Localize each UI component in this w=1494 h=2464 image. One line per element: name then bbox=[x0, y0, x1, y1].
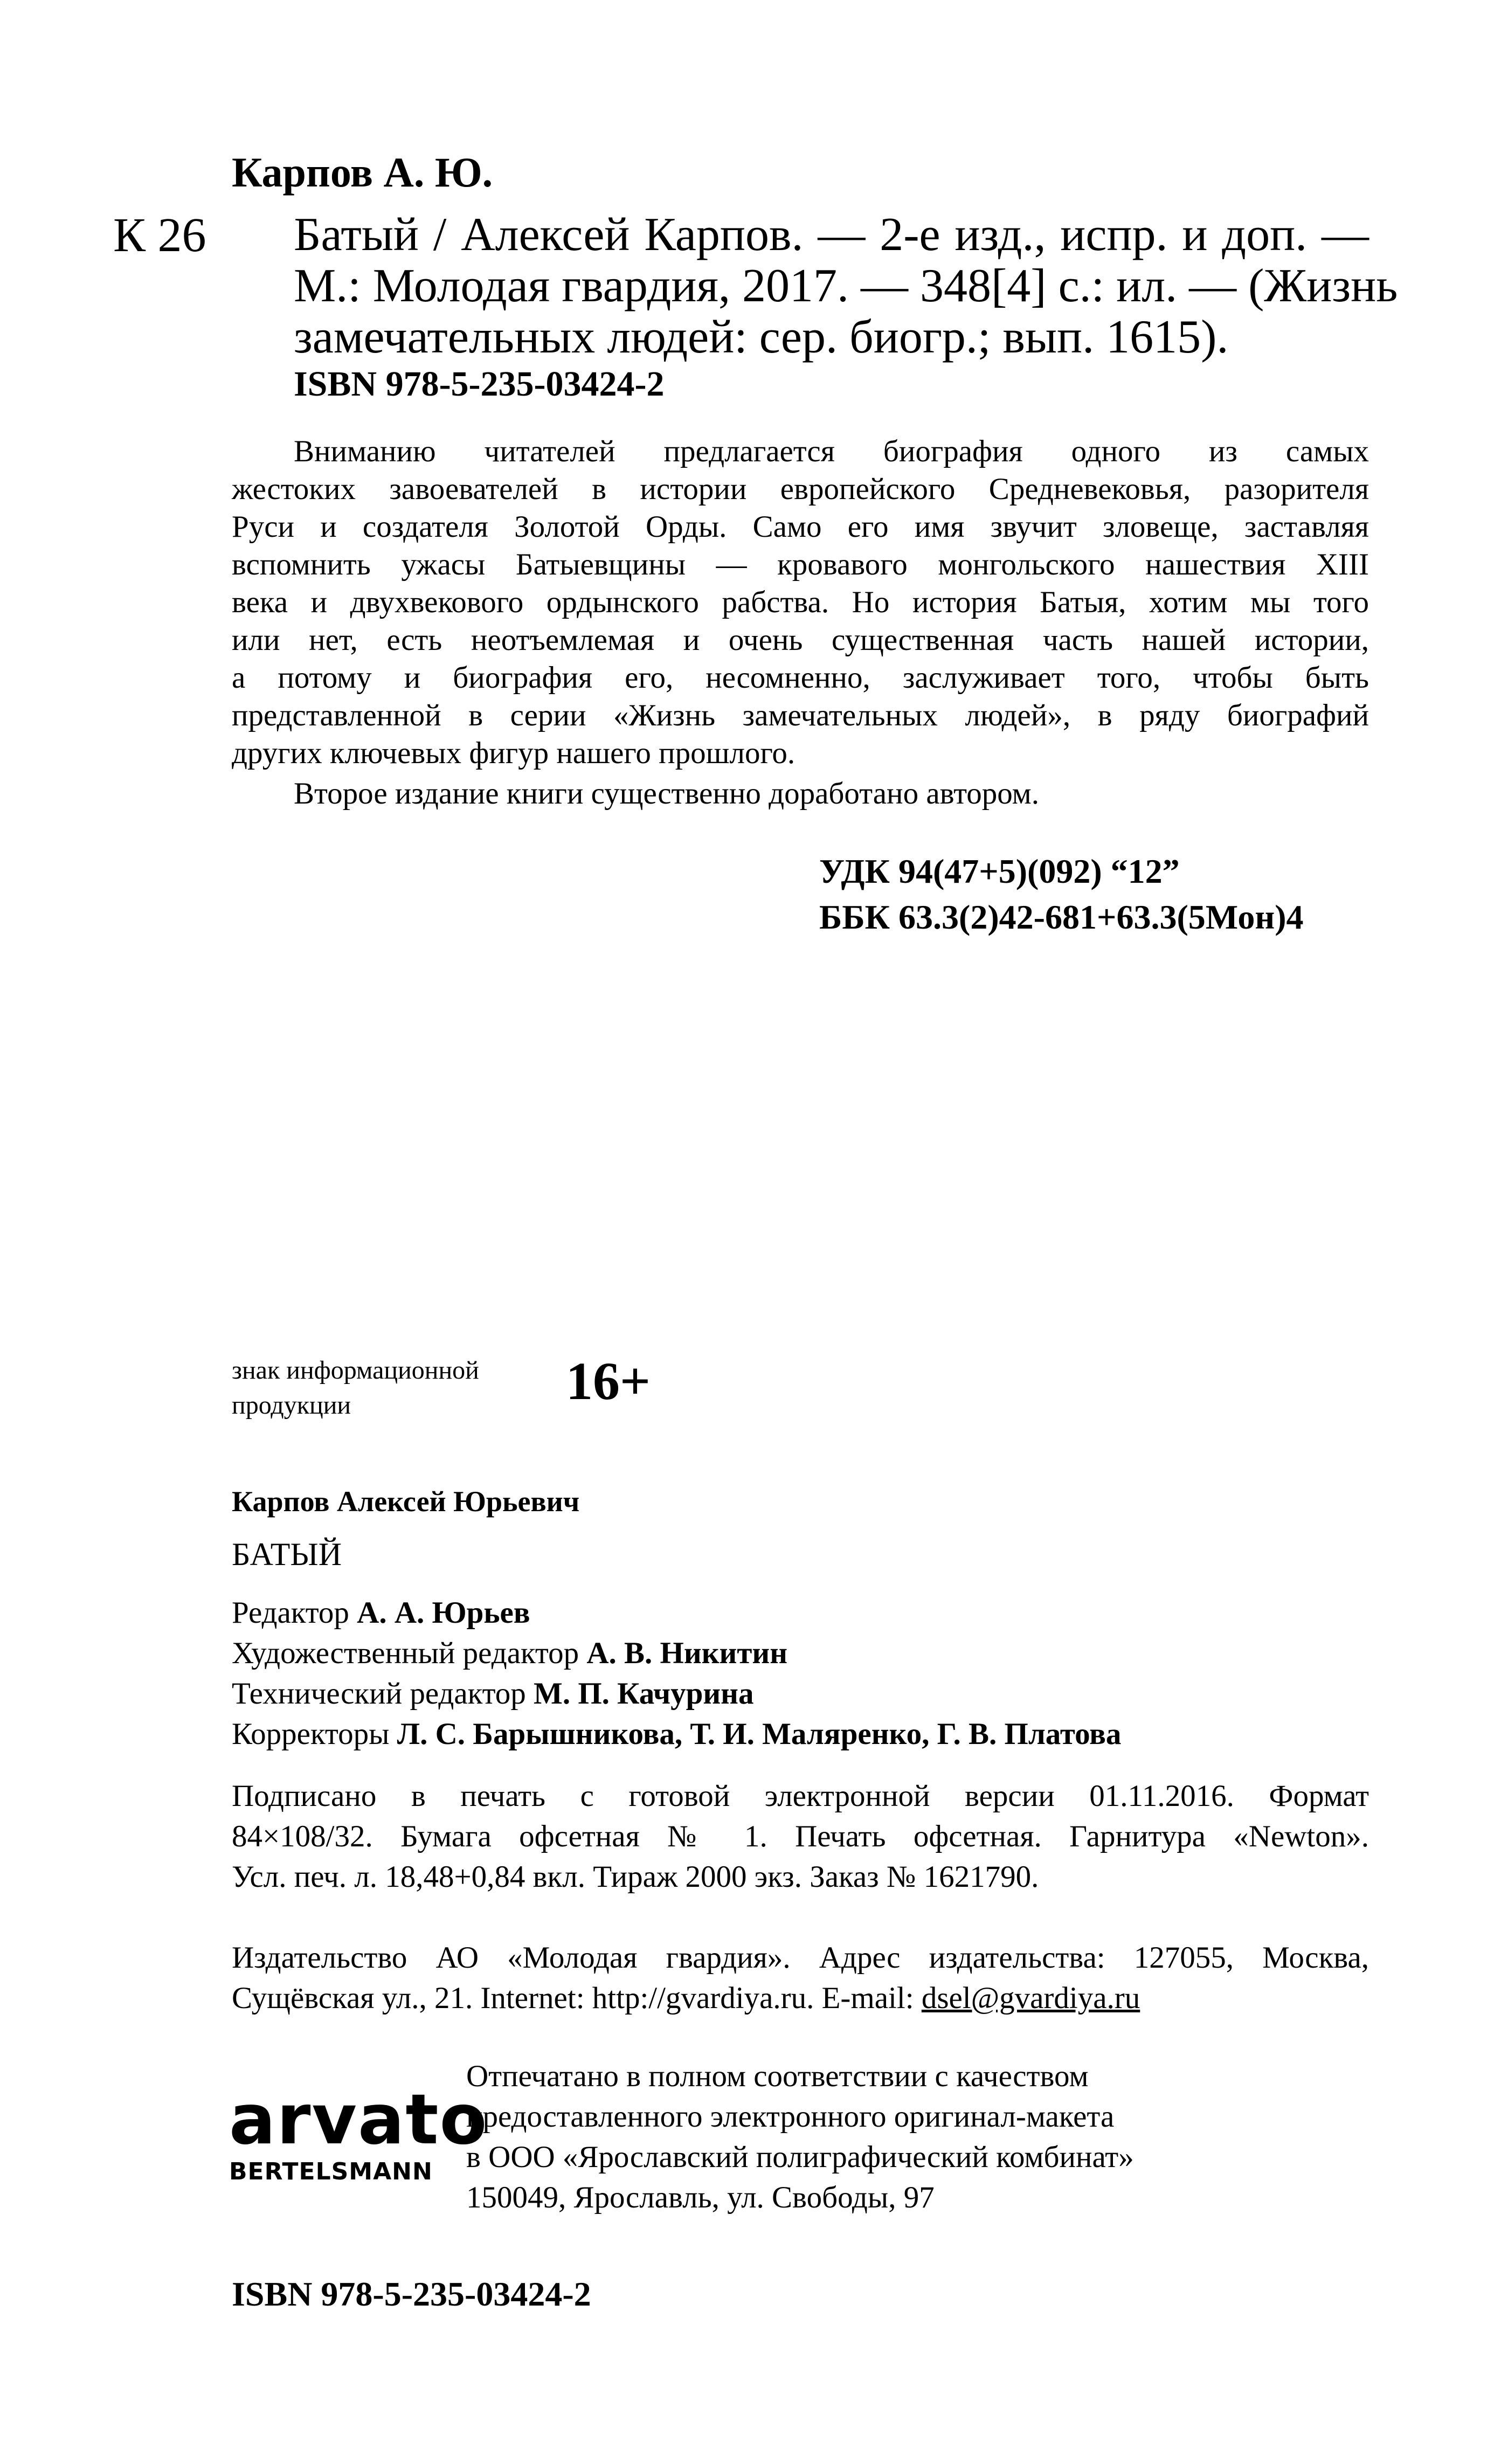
printer-line: 150049, Ярославль, ул. Свободы, 97 bbox=[466, 2181, 935, 2214]
annotation-line: других ключевых фигур нашего прошлого. bbox=[232, 736, 796, 770]
annotation-last-line: Второе издание книги существенно доработано автором. bbox=[294, 777, 1040, 811]
annotation-line: века и двухвекового ордынского рабства. Но история Батыя, хотим мы того bbox=[232, 585, 1369, 619]
publisher-contacts-text: Сущёвская ул., 21. Internet: http://gvardiya.ru. E-mail: bbox=[232, 1981, 922, 2015]
bib-line: замечательных людей: сер. биогр.; вып. 1615). bbox=[294, 311, 1229, 363]
annotation-line: или нет, есть неотъемлемая и очень существенная часть нашей истории, bbox=[232, 623, 1369, 657]
author-heading: Карпов А. Ю. bbox=[232, 149, 493, 196]
credit-names: Л. С. Барышникова, Т. И. Маляренко, Г. В. Платова bbox=[397, 1717, 1122, 1751]
credit-proofreaders bbox=[232, 1717, 1121, 1752]
annotation-line: жестоких завоевателей в истории европейского Средневековья, разорителя bbox=[232, 472, 1369, 506]
age-rating-label: знак информационной bbox=[232, 1356, 479, 1385]
credit-names: А. В. Никитин bbox=[586, 1636, 788, 1670]
annotation-line: вспомнить ужасы Батыевщины — кровавого монгольского нашествия XIII bbox=[232, 548, 1369, 582]
isbn-bottom: ISBN 978-5-235-03424-2 bbox=[232, 2275, 591, 2313]
bbk-code: ББК 63.3(2)42-681+63.3(5Мон)4 bbox=[819, 898, 1304, 936]
full-author-name: Карпов Алексей Юрьевич bbox=[232, 1485, 580, 1518]
credit-role: Корректоры bbox=[232, 1717, 397, 1751]
print-info-line: 84×108/32. Бумага офсетная № 1. Печать офсетная. Гарнитура «Newton». bbox=[232, 1819, 1369, 1853]
age-rating-value: 16+ bbox=[566, 1351, 651, 1411]
publisher-contacts bbox=[232, 1981, 1140, 2016]
bertelsmann-logo-word: BERTELSMANN bbox=[229, 2158, 433, 2185]
credit-names: А. А. Юрьев bbox=[357, 1596, 530, 1630]
arvato-logo-word: arvato bbox=[229, 2080, 488, 2160]
credit-role: Художественный редактор bbox=[232, 1636, 587, 1670]
book-title: БАТЫЙ bbox=[232, 1536, 342, 1572]
annotation-line: Вниманию читателей предлагается биография одного из самых bbox=[294, 434, 1369, 468]
credit-editor bbox=[232, 1595, 530, 1630]
udk-code: УДК 94(47+5)(092) “12” bbox=[819, 852, 1180, 890]
arvato-bertelsmann-logo bbox=[229, 2080, 488, 2185]
credit-names: М. П. Качурина bbox=[534, 1677, 754, 1711]
print-info-line: Усл. печ. л. 18,48+0,84 вкл. Тираж 2000 экз. Заказ № 1621790. bbox=[232, 1860, 1039, 1894]
publisher-address: Издательство АО «Молодая гвардия». Адрес издательства: 127055, Москва, bbox=[232, 1941, 1369, 1975]
credit-tech-editor bbox=[232, 1676, 754, 1711]
credit-role: Технический редактор bbox=[232, 1677, 534, 1711]
annotation-line: а потому и биография его, несомненно, заслуживает того, чтобы быть bbox=[232, 661, 1369, 695]
bib-line: Батый / Алексей Карпов. — 2-е изд., испр. и доп. — bbox=[294, 209, 1369, 261]
credit-art-editor bbox=[232, 1636, 787, 1671]
age-rating-label: продукции bbox=[232, 1391, 351, 1420]
isbn-top: ISBN 978-5-235-03424-2 bbox=[294, 364, 665, 404]
printer-line: в ООО «Ярославский полиграфический комбинат» bbox=[466, 2140, 1134, 2174]
annotation-line: Руси и создателя Золотой Орды. Само его имя звучит зловеще, заставляя bbox=[232, 510, 1369, 544]
credit-role: Редактор bbox=[232, 1596, 357, 1630]
publisher-email-link[interactable]: dsel@gvardiya.ru bbox=[921, 1981, 1140, 2015]
bib-line: М.: Молодая гвардия, 2017. — 348[4] с.: ил. — (Жизнь bbox=[294, 260, 1398, 312]
shelf-mark: К 26 bbox=[113, 209, 206, 262]
printer-line: Отпечатано в полном соответствии с качеством bbox=[466, 2059, 1089, 2093]
print-info-line: Подписано в печать с готовой электронной версии 01.11.2016. Формат bbox=[232, 1779, 1369, 1813]
printer-line: предоставленного электронного оригинал-макета bbox=[466, 2100, 1115, 2134]
annotation-line: представленной в серии «Жизнь замечательных людей», в ряду биографий bbox=[232, 698, 1369, 732]
